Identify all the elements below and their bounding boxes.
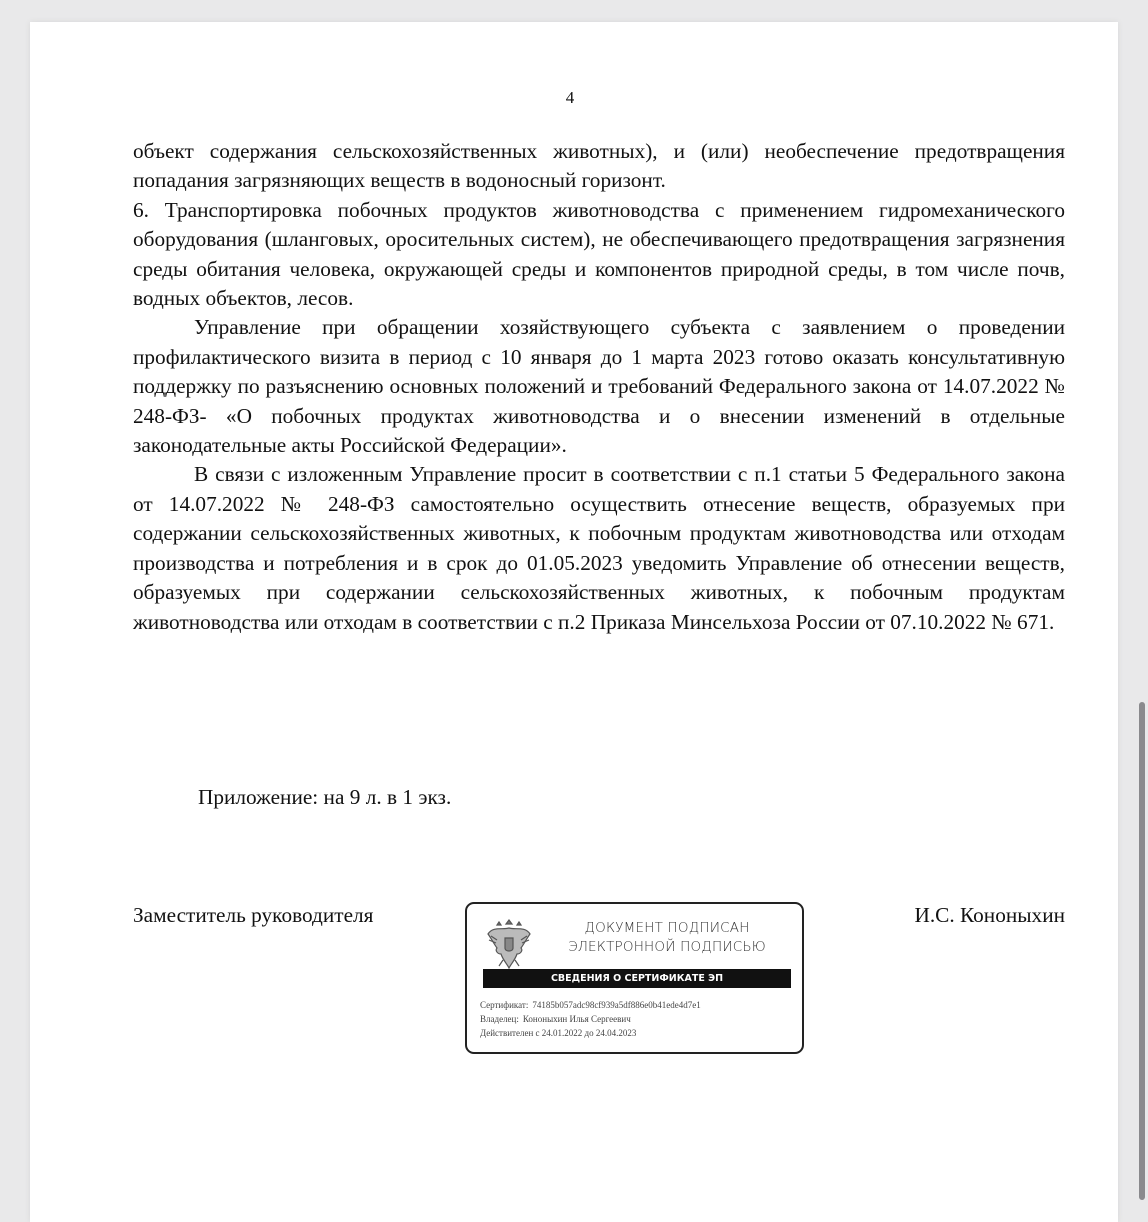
stamp-certificate-value: 74185b057adc98cf939a5df886e0b41ede4d7e1 [532, 1000, 701, 1010]
signatory-name: И.С. Кононыхин [914, 903, 1065, 927]
stamp-owner-label: Владелец: [480, 1014, 519, 1024]
paragraph: Управление при обращении хозяйствующего субъекта с заявлением о проведении профилактического визита в период с 10 января до 1 марта 2023 готово оказать консультативную поддержку по разъяснению основных положений и требований Федерального закона от 14.07.2022 № 248-ФЗ- «О побочных продуктах животноводства и о внесении изменений в отдельные законодательные акты Российской Федерации». [133, 315, 1065, 458]
paragraph: 6. Транспортировка побочных продуктов животноводства с применением гидромеханического оборудования (шланговых, оросительных систем), не обеспечивающего предотвращения загрязнения среды обитания человека, окружающей среды и компонентов природной среды, в том числе почв, водных объектов, лесов. [133, 197, 1065, 311]
stamp-owner [480, 1014, 631, 1024]
document-body [133, 137, 1065, 637]
stamp-validity: Действителен с 24.01.2022 до 24.04.2023 [480, 1028, 637, 1038]
paragraph: объект содержания сельскохозяйственных животных), и (или) необеспечение предотвращения попадания загрязняющих веществ в водоносный горизонт. [133, 139, 1065, 193]
stamp-certificate-label: Сертификат: [480, 1000, 529, 1010]
attachment-note: Приложение: на 9 л. в 1 экз. [198, 785, 452, 809]
page-number: 4 [565, 88, 575, 107]
electronic-signature-stamp [465, 902, 804, 1054]
signatory-position: Заместитель руководителя [133, 903, 374, 927]
stamp-cert-header: СВЕДЕНИЯ О СЕРТИФИКАТЕ ЭП [483, 969, 791, 988]
stamp-title-line2: ЭЛЕКТРОННОЙ ПОДПИСЬЮ [568, 939, 766, 955]
stamp-title-line1: ДОКУМЕНТ ПОДПИСАН [584, 920, 750, 936]
russian-coat-of-arms-icon [485, 914, 533, 972]
paragraph: В связи с изложенным Управление просит в соответствии с п.1 статьи 5 Федерального закона от 14.07.2022 № 248-ФЗ самостоятельно осуществить отнесение веществ, образуемых при содержании сельскохозяйственных животных, к побочным продуктам животноводства или отходам производства и потребления и в срок до 01.05.2023 уведомить Управление об отнесении веществ, образуемых при содержании сельскохозяйственных животных, к побочным продуктам животноводства или отходам в соответствии с п.2 Приказа Минсельхоза России от 07.10.2022 № 671. [133, 462, 1065, 634]
stamp-owner-value: Кононыхин Илья Сергеевич [522, 1014, 631, 1024]
vertical-scrollbar[interactable] [1139, 702, 1145, 1200]
stamp-certificate [480, 1000, 701, 1010]
